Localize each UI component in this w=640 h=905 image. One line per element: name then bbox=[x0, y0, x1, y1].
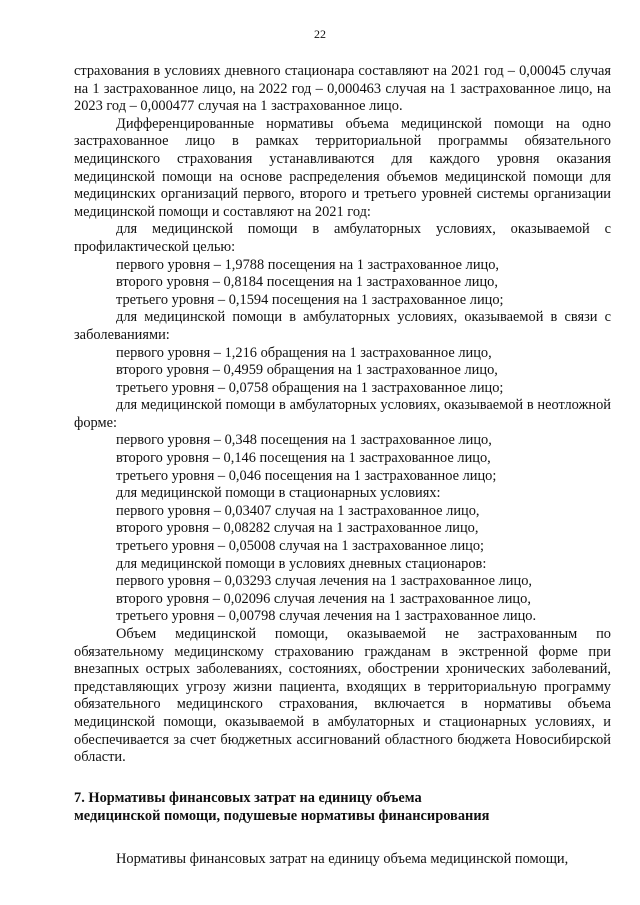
section-heading-line-1: 7. Нормативы финансовых затрат на единицу объема bbox=[74, 789, 422, 806]
spacer bbox=[74, 767, 611, 789]
group-4-title: для медицинской помощи в стационарных условиях: bbox=[116, 485, 441, 502]
group-2-title: для медицинской помощи в амбулаторных условиях, оказываемой в связи с заболеваниями: bbox=[74, 309, 611, 343]
group-3-item-2: второго уровня – 0,146 посещения на 1 застрахованное лицо, bbox=[116, 450, 491, 467]
group-2-item-2: второго уровня – 0,4959 обращения на 1 застрахованное лицо, bbox=[116, 362, 498, 379]
group-1-title: для медицинской помощи в амбулаторных условиях, оказываемой с профилактической целью: bbox=[74, 221, 611, 255]
group-5-title: для медицинской помощи в условиях дневных стационаров: bbox=[116, 555, 487, 572]
group-5-item-2: второго уровня – 0,02096 случая лечения на 1 застрахованное лицо, bbox=[116, 590, 531, 607]
intro-paragraph-1: страхования в условиях дневного стационара составляют на 2021 год – 0,00045 случая на 1 застрахованное лицо, на 2022 год – 0,000463 случая на 1 застрахованное лицо, на 2023 год – 0,000477 случая на 1 застрахованное лицо. bbox=[74, 63, 611, 115]
section-heading-line-2: медицинской помощи, подушевые нормативы финансирования bbox=[74, 807, 490, 824]
closing-paragraph: Объем медицинской помощи, оказываемой не застрахованным по обязательному медицинскому страхованию гражданам в экстренной форме при внезапных острых заболеваниях, состояниях, обострении хронических заболеваний, представляющих угрозу жизни пациента, входящих в территориальную программу обязательного медицинского страхования, включается в нормативы объема медицинской помощи, оказываемой в амбулаторных и стационарных условиях, и обеспечивается за счет бюджетных ассигнований областного бюджета Новосибирской области. bbox=[74, 626, 611, 766]
group-5-item-3: третьего уровня – 0,00798 случая лечения на 1 застрахованное лицо. bbox=[116, 608, 537, 625]
intro-paragraph-2: Дифференцированные нормативы объема медицинской помощи на одно застрахованное лицо в рамках территориальной программы обязательного медицинского страхования устанавливаются для каждого уровня оказания медицинской помощи на основе распределения объемов медицинской помощи для медицинских организаций первого, второго и третьего уровней системы организации медицинской помощи и составляют на 2021 год: bbox=[74, 115, 611, 220]
group-5-item-1: первого уровня – 0,03293 случая лечения на 1 застрахованное лицо, bbox=[116, 573, 532, 590]
group-2-item-1: первого уровня – 1,216 обращения на 1 застрахованное лицо, bbox=[116, 344, 492, 361]
group-1-item-2: второго уровня – 0,8184 посещения на 1 застрахованное лицо, bbox=[116, 274, 498, 291]
spacer bbox=[74, 825, 611, 851]
group-4-item-1: первого уровня – 0,03407 случая на 1 застрахованное лицо, bbox=[116, 502, 480, 519]
group-4-item-3: третьего уровня – 0,05008 случая на 1 застрахованное лицо; bbox=[116, 538, 485, 555]
group-3-title: для медицинской помощи в амбулаторных условиях, оказываемой в неотложной форме: bbox=[74, 397, 611, 431]
document-body bbox=[74, 63, 611, 868]
group-2-item-3: третьего уровня – 0,0758 обращения на 1 застрахованное лицо; bbox=[116, 379, 504, 396]
group-1-item-3: третьего уровня – 0,1594 посещения на 1 застрахованное лицо; bbox=[116, 291, 504, 308]
page-number: 22 bbox=[314, 27, 326, 41]
section-first-paragraph: Нормативы финансовых затрат на единицу объема медицинской помощи, bbox=[116, 850, 569, 867]
group-4-item-2: второго уровня – 0,08282 случая на 1 застрахованное лицо, bbox=[116, 520, 479, 537]
group-1-item-1: первого уровня – 1,9788 посещения на 1 застрахованное лицо, bbox=[116, 256, 500, 273]
group-3-item-3: третьего уровня – 0,046 посещения на 1 застрахованное лицо; bbox=[116, 467, 497, 484]
group-3-item-1: первого уровня – 0,348 посещения на 1 застрахованное лицо, bbox=[116, 432, 492, 449]
